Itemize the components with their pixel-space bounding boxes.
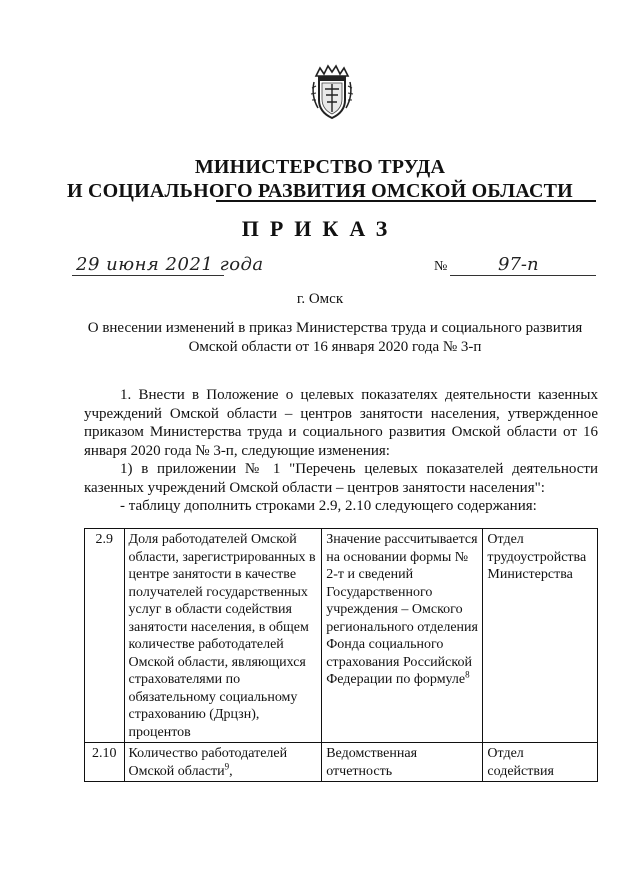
row-number: 2.10	[85, 743, 125, 782]
calculation-source: Ведомственная отчетность	[322, 743, 483, 782]
date-underline	[72, 275, 224, 276]
indicator-name	[124, 743, 322, 782]
header-divider	[216, 200, 596, 202]
number-label: №	[434, 259, 448, 274]
indicator-name: Доля работодателей Омской области, зарегистрированных в центре занятости в качестве получателей государственных услуг в области содействия занятости населения, в общем количестве работодателей Омской области, являющихся страхователями по обязательному социальному страхованию (Дрцзн), процентов	[124, 529, 322, 743]
table-row	[85, 529, 598, 743]
order-number: 97-п	[498, 254, 539, 275]
footnote-mark: 8	[465, 669, 470, 680]
ministry-name-line2: И СОЦИАЛЬНОГО РАЗВИТИЯ ОМСКОЙ ОБЛАСТИ	[67, 180, 573, 202]
responsible-department: Отдел содействия	[483, 743, 598, 782]
responsible-department: Отдел трудоустройства Министерства	[483, 529, 598, 743]
indicator-text: Количество работодателей Омской области	[128, 746, 288, 779]
city: г. Омск	[296, 291, 344, 307]
body-paragraph-1: 1. Внести в Положение о целевых показателях деятельности казенных учреждений Омской области – центров занятости населения, утвержденное приказом Министерства труда и социального развития Омской области от 16 января 2020 года № 3-п, следующие изменения:	[84, 387, 598, 459]
number-underline	[450, 275, 596, 276]
document-type-title: ПРИКАЗ	[241, 216, 399, 241]
order-subject: О внесении изменений в приказ Министерства труда и социального развития Омской области от 16 января 2020 года № 3-п	[87, 320, 583, 355]
calculation-source	[322, 529, 483, 743]
footnote-mark: 9	[224, 760, 230, 771]
indicators-table	[84, 528, 598, 782]
omsk-coat-of-arms-icon	[310, 62, 354, 122]
body-paragraph-3: - таблицу дополнить строками 2.9, 2.10 следующего содержания:	[120, 498, 537, 514]
source-text: Значение рассчитывается на основании формы № 2-т и сведений Государственного учреждения – Омского регионального отделения Фонда социального страхования Российской Федерации по формуле	[326, 532, 478, 687]
ministry-name-line1: МИНИСТЕРСТВО ТРУДА	[194, 156, 446, 178]
table-row	[85, 743, 598, 782]
indicator-suffix: ,	[229, 763, 233, 779]
order-body	[84, 386, 598, 516]
order-date: 29 июня 2021 года	[76, 254, 264, 275]
row-number: 2.9	[85, 529, 125, 743]
body-paragraph-2: 1) в приложении № 1 "Перечень целевых показателей деятельности казенных учреждений Омской области – центров занятости населения":	[84, 461, 598, 496]
